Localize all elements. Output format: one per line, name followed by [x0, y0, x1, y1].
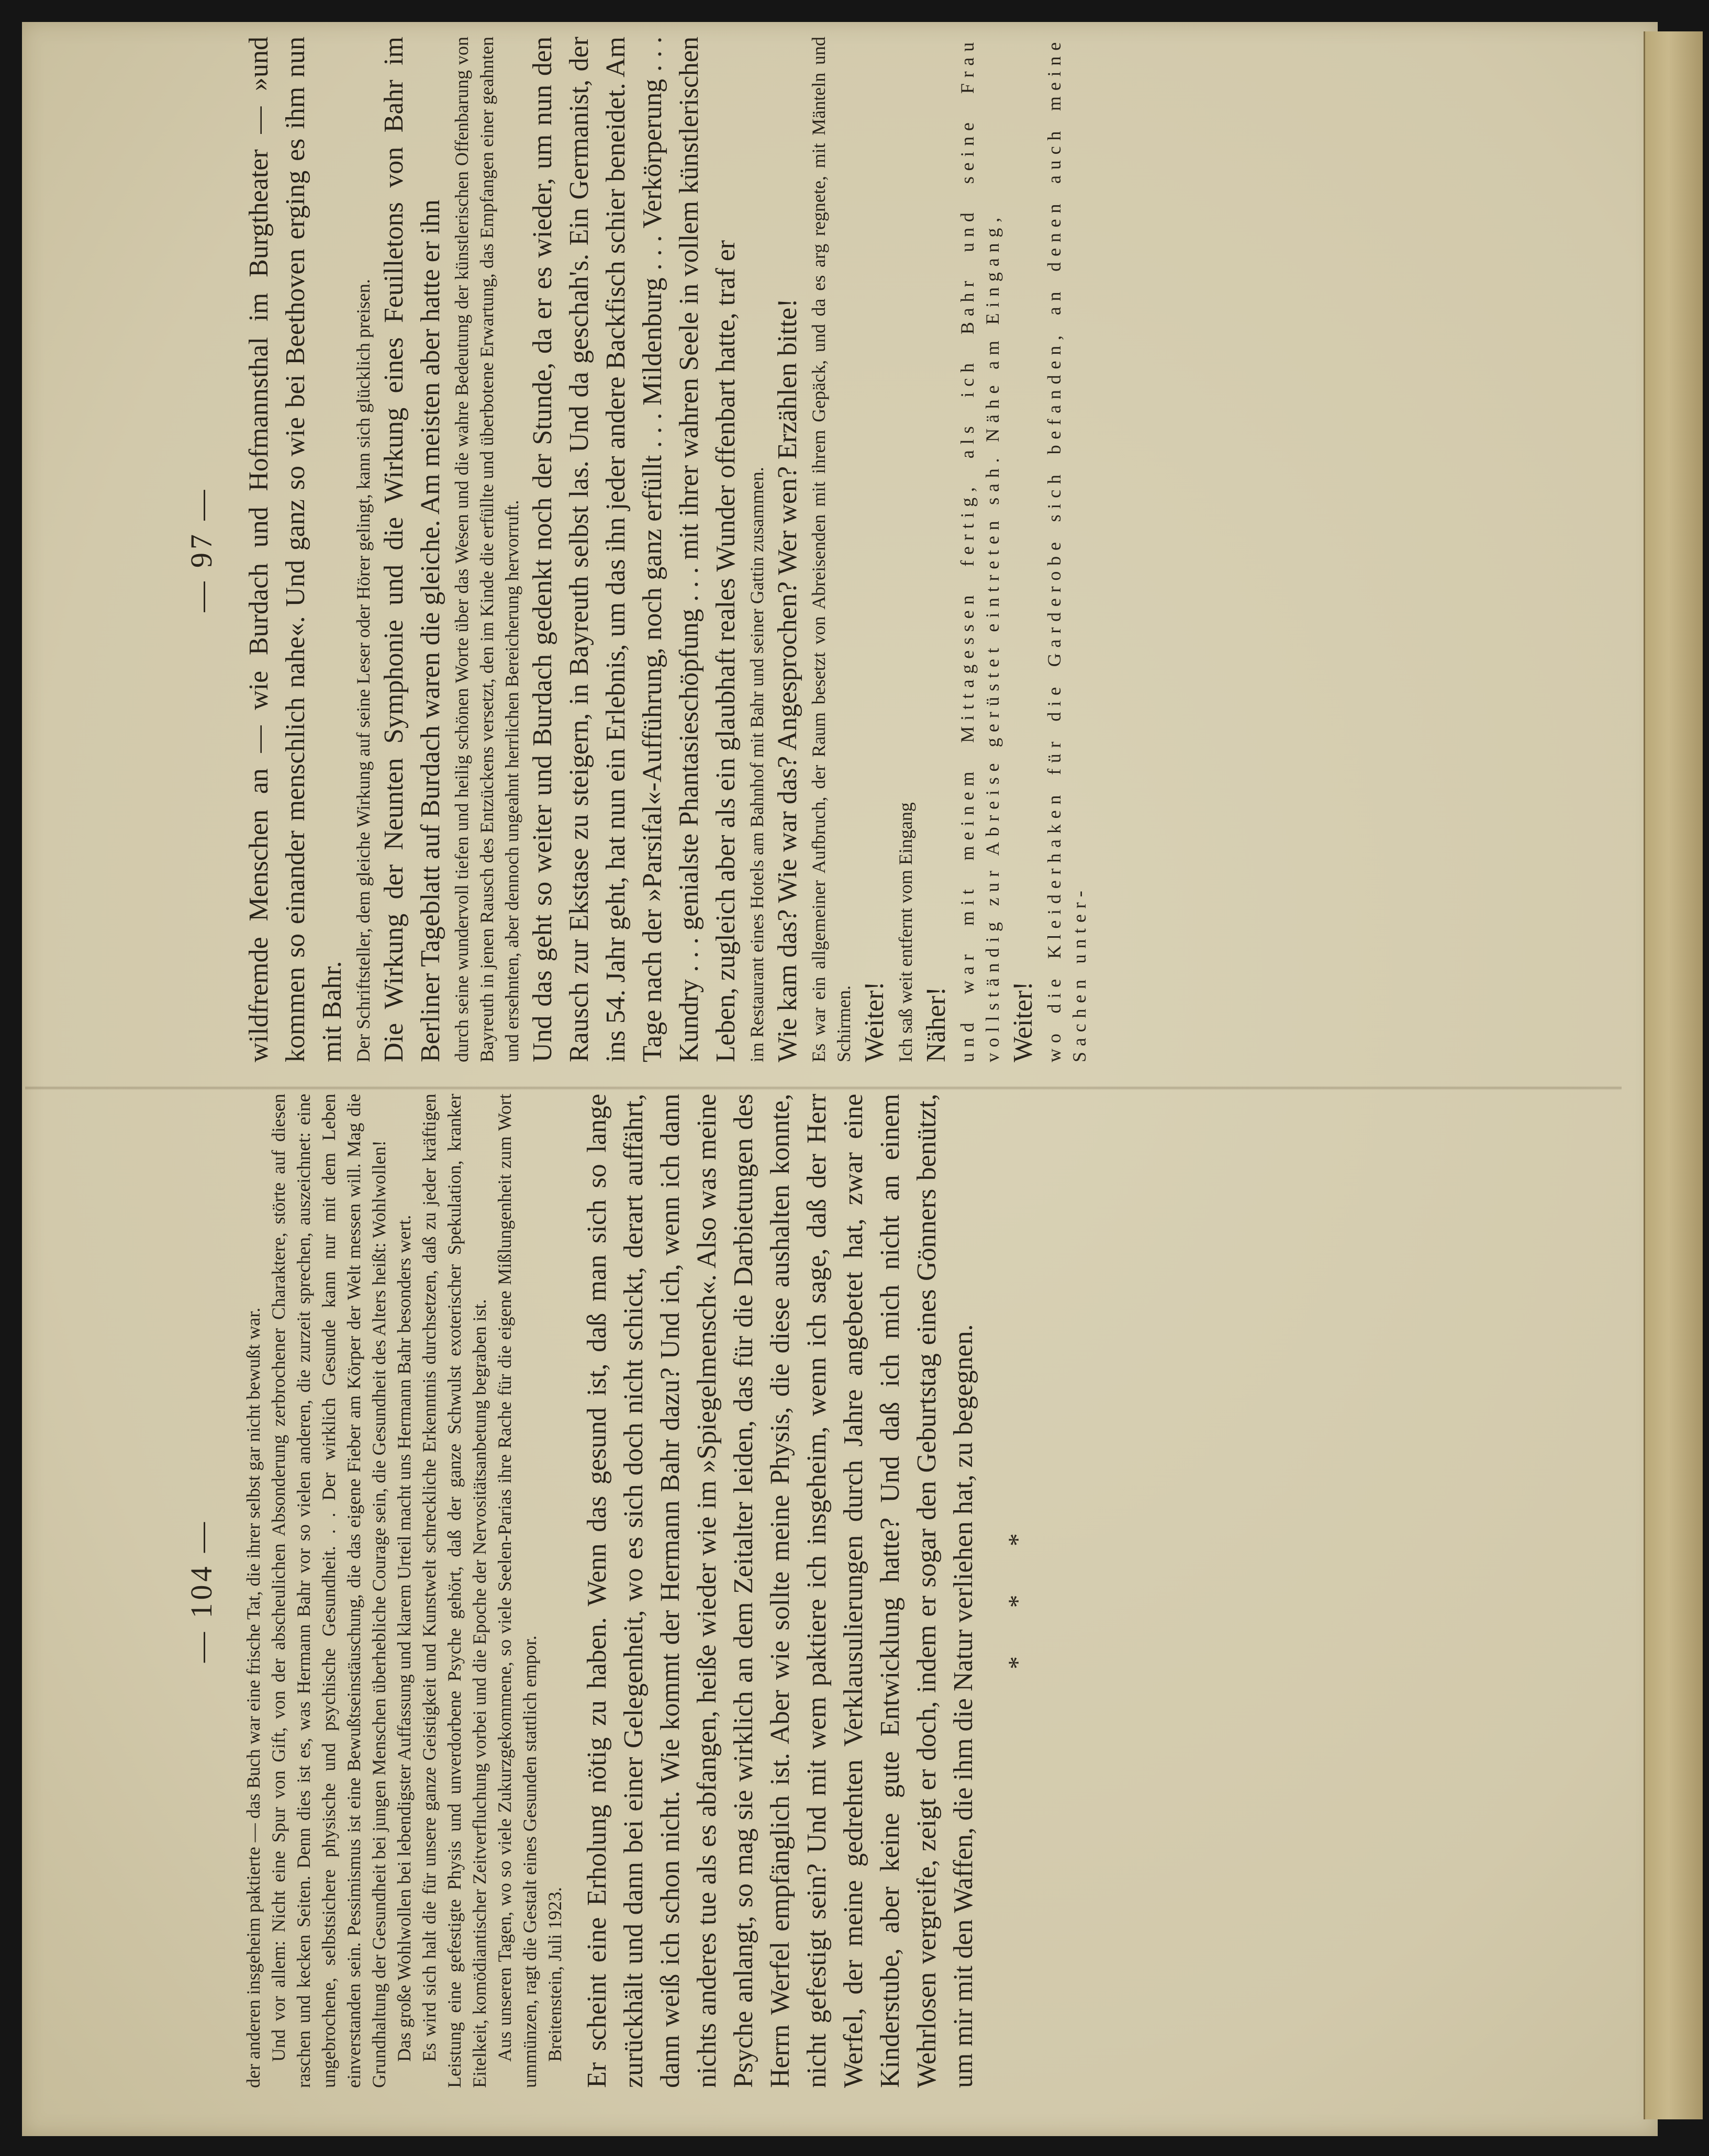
quote-paragraph: Und vor allem: Nicht eine Spur von Gift, von der abscheulichen Absonderung zerbrochener Charaktere, störte auf diesen raschen und kecken Seiten. Denn dies ist es, was Hermann Bahr vor so vielen anderen, die zurzeit sprechen, auszeichnet: eine ungebrochene, selbstsichere physische und psychische Gesundheit. . . Der wirklich Gesunde kann nur mit dem Leben einverstanden sein. Pessimismus ist eine Bewußtseinstäuschung, die das eigene Fieber am Körper der Welt messen will. Mag die Grundhaltung der Gesundheit bei jungen Menschen überhebliche Courage sein, die Gesundheit des Alters heißt: Wohlwollen! — [268, 1094, 389, 2088]
quote-paragraph: im Restaurant eines Hotels am Bahnhof mit Bahr und seiner Gattin zusammen. — [746, 467, 767, 1062]
quote-paragraph: Das große Wohlwollen bei lebendigster Auffassung und klarem Urteil macht uns Hermann Bahr besonders wert. — [394, 1215, 415, 2062]
paragraph: Wie kam das? Wie war das? Angesprochen? Wer wen? Erzählen bitte! — [773, 298, 802, 1062]
quote-paragraph: wo die Kleiderhaken für die Garderobe sich befanden, an denen auch meine Sachen unter- — [1044, 37, 1090, 1062]
paragraph: Der Schriftsteller, dem gleiche Wirkung auf seine Leser oder Hörer gelingt, kann sich glücklich preisen. — [353, 279, 374, 1062]
page-97 — [173, 37, 1586, 1062]
paragraph: Weiter! — [859, 981, 889, 1062]
quote-paragraph: Ich saß weit entfernt vom Eingang — [895, 802, 916, 1062]
paragraph: Und das geht so weiter und Burdach gedenkt noch der Stunde, da er es wieder, um nun den Rausch zur Ekstase zu steigern, in Bayreuth selbst las. Und da geschah's. Ein Germanist, der ins 54. Jahr geht, hat nun ein Erlebnis, um das ihn jeder andere Backfisch schier beneidet. Am Tage nach der »Parsifal«-Aufführung, noch ganz erfüllt . . . Mildenburg . . . Verkörperung . . . Kundry . . . genialste Phantasieschöpfung . . . mit ihrer wahren Seele in vollem künstlerischen Leben, zugleich aber als ein glaubhaft reales Wunder offenbart hatte, traf er — [528, 37, 741, 1062]
paragraph: Weiter! — [1008, 981, 1038, 1062]
quote-paragraph: Es wird sich halt die für unsere ganze Geistigkeit und Kunstwelt schreckliche Erkenntnis durchsetzen, daß zu jeder kräftigen Leistung eine gefestigte Physis und unverdorbene Psyche gehört, daß der ganze Schwulst exoterischer Spekulation, kranker Eitelkeit, komödiantischer Zeitverfluchung vorbei und die Epoche der Nervositätsanbetung begraben ist. — [419, 1094, 490, 2088]
quote-signature: Breitenstein, Juli 1923. — [544, 1887, 565, 2062]
paragraph: Näher! — [921, 986, 951, 1062]
quote-paragraph: durch seine wundervoll tiefen und heilig schönen Worte über das Wesen und die wahre Bedeutung der künstlerischen Offenbarung von Bayreuth in jenen Rausch des Entzückens versetzt, den im Kinde die erfüllte und überbotene Erwartung, das Empfangen einer geahnten und ersehnten, aber dennoch ungeahnt herrlichen Bereicherung hervorruft. — [451, 37, 522, 1062]
quote-paragraph: und war mit meinem Mittagessen fertig, als ich Bahr und seine Frau vollständig zur Abreise gerüstet eintreten sah. Nähe am Eingang, — [957, 37, 1003, 1062]
paragraph: wildfremde Menschen an — wie Burdach und Hofmannsthal im Burgtheater — »und kommen so einander menschlich nahe«. Und ganz so wie bei Beethoven erging es ihm nun mit Bahr. — [244, 37, 347, 1062]
page-number: — 104 — — [184, 1519, 218, 1663]
quote-paragraph: Aus unseren Tagen, wo so viele Zukurzgekommene, so viele Seelen-Parias ihre Rache für die eigene Mißlungenheit zum Wort ummünzen, ragt die Gestalt eines Gesunden stattlich empor. — [494, 1094, 540, 2088]
page-number: — 97 — — [184, 487, 218, 612]
quote-paragraph: Es war ein allgemeiner Aufbruch, der Raum besetzt von Abreisenden mit ihrem Gepäck, und da es arg regnete, mit Mänteln und Schirmen. — [808, 37, 854, 1062]
adjacent-page-edge — [1644, 31, 1703, 2119]
page-104 — [173, 1094, 1586, 2088]
quote-paragraph: der anderen insgeheim paktierte — das Buch war eine frische Tat, die ihrer selbst gar nicht bewußt war. — [243, 1307, 264, 2088]
paragraph: Die Wirkung der Neunten Symphonie und die Wirkung eines Feuilletons von Bahr im Berliner Tageblatt auf Burdach waren die gleiche. Am meisten aber hatte er ihn — [379, 37, 445, 1062]
section-stars: * * * — [1002, 1512, 1032, 1669]
center-fold — [25, 1086, 1622, 1090]
paragraph: Er scheint eine Erholung nötig zu haben. Wenn das gesund ist, daß man sich so lange zurückhält und dann bei einer Gelegenheit, wo es sich doch nicht schickt, derart auffährt, dann weiß ich schon nicht. Wie kommt der Hermann Bahr dazu? Und ich, wenn ich dann nichts anderes tue als es abfangen, heiße wieder wie im »Spiegelmensch«. Also was meine Psyche anlangt, so mag sie wirklich an dem Zeitalter leiden, das für die Darbietungen des Herrn Werfel empfänglich ist. Aber wie sollte meine Physis, die diese aushalten konnte, nicht gefestigt sein? Und mit wem paktiere ich insgeheim, wenn ich sage, daß der Herr Werfel, der meine gedrehten Verklausulierungen durch Jahre angebetet hat, zwar eine Kinderstube, aber keine gute Entwicklung hatte? Und daß ich mich nicht an einem Wehrlosen vergreife, zeigt er doch, indem er sogar den Geburtstag eines Gönners benützt, um mir mit den Waffen, die ihm die Natur verliehen hat, zu begegnen. — [582, 1094, 978, 2088]
